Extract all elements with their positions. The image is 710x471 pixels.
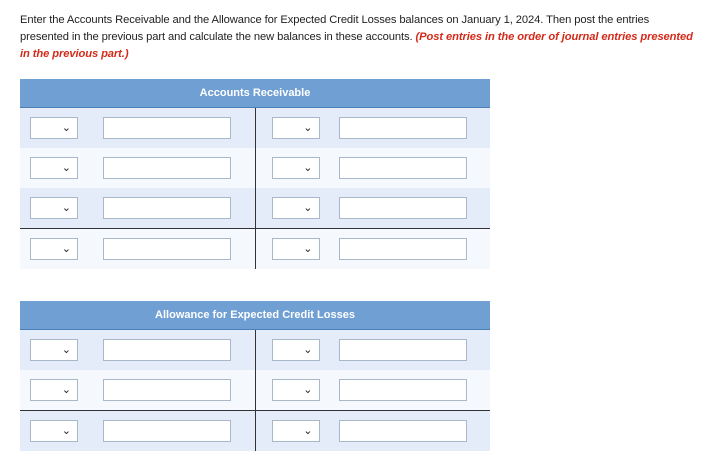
credit-amount-input[interactable]: [339, 238, 467, 260]
credit-side: [256, 330, 491, 370]
debit-side: [20, 148, 256, 188]
credit-amount-input[interactable]: [339, 379, 467, 401]
credit-account-select[interactable]: [272, 197, 320, 219]
chevron-down-icon: ⌄: [303, 344, 313, 356]
t-account-row: [20, 188, 490, 228]
credit-side: [256, 188, 491, 228]
credit-account-select[interactable]: [272, 238, 320, 260]
t-account-title: Allowance for Expected Credit Losses: [20, 301, 490, 330]
debit-side: [20, 330, 256, 370]
credit-account-select[interactable]: [272, 420, 320, 442]
credit-account-select[interactable]: [272, 339, 320, 361]
credit-amount-input[interactable]: [339, 117, 467, 139]
t-account-row: [20, 148, 490, 188]
debit-side: [20, 411, 256, 451]
t-account-title: Accounts Receivable: [20, 79, 490, 108]
chevron-down-icon: ⌄: [303, 384, 313, 396]
instructions: [20, 12, 700, 63]
chevron-down-icon: ⌄: [303, 122, 313, 134]
debit-side: [20, 188, 256, 228]
credit-side: [256, 370, 491, 410]
debit-amount-input[interactable]: [103, 197, 231, 219]
chevron-down-icon: ⌄: [61, 162, 71, 174]
chevron-down-icon: ⌄: [303, 425, 313, 437]
debit-side: [20, 229, 256, 269]
instructions-text: Enter the Accounts Receivable and the Allowance for Expected Credit Losses balances on January 1, 2024. Then post the entries presented in the previous part and calculate the new balances in these accounts.: [20, 14, 650, 43]
t-account-row: [20, 370, 490, 410]
debit-account-select[interactable]: [30, 197, 78, 219]
credit-amount-input[interactable]: [339, 339, 467, 361]
chevron-down-icon: ⌄: [61, 243, 71, 255]
credit-amount-input[interactable]: [339, 197, 467, 219]
debit-account-select[interactable]: [30, 238, 78, 260]
debit-account-select[interactable]: [30, 339, 78, 361]
t-account-row: [20, 108, 490, 148]
chevron-down-icon: ⌄: [61, 384, 71, 396]
credit-side: [256, 148, 491, 188]
t-account-allowance: [20, 301, 490, 451]
chevron-down-icon: ⌄: [61, 425, 71, 437]
chevron-down-icon: ⌄: [61, 344, 71, 356]
t-account-accounts-receivable: [20, 79, 490, 269]
credit-side: [256, 108, 491, 148]
debit-side: [20, 370, 256, 410]
t-account-balance-row: [20, 228, 490, 269]
t-account-balance-row: [20, 410, 490, 451]
debit-amount-input[interactable]: [103, 379, 231, 401]
chevron-down-icon: ⌄: [303, 162, 313, 174]
credit-account-select[interactable]: [272, 117, 320, 139]
credit-amount-input[interactable]: [339, 420, 467, 442]
chevron-down-icon: ⌄: [303, 202, 313, 214]
credit-account-select[interactable]: [272, 379, 320, 401]
chevron-down-icon: ⌄: [61, 202, 71, 214]
debit-amount-input[interactable]: [103, 117, 231, 139]
credit-account-select[interactable]: [272, 157, 320, 179]
debit-amount-input[interactable]: [103, 238, 231, 260]
credit-side: [256, 411, 491, 451]
instructions-note: (Post entries in the order of journal entries presented in the previous part.): [20, 31, 693, 60]
debit-amount-input[interactable]: [103, 420, 231, 442]
debit-side: [20, 108, 256, 148]
credit-side: [256, 229, 491, 269]
chevron-down-icon: ⌄: [61, 122, 71, 134]
debit-account-select[interactable]: [30, 420, 78, 442]
chevron-down-icon: ⌄: [303, 243, 313, 255]
credit-amount-input[interactable]: [339, 157, 467, 179]
debit-account-select[interactable]: [30, 379, 78, 401]
t-account-row: [20, 330, 490, 370]
debit-amount-input[interactable]: [103, 339, 231, 361]
debit-account-select[interactable]: [30, 157, 78, 179]
debit-amount-input[interactable]: [103, 157, 231, 179]
debit-account-select[interactable]: [30, 117, 78, 139]
